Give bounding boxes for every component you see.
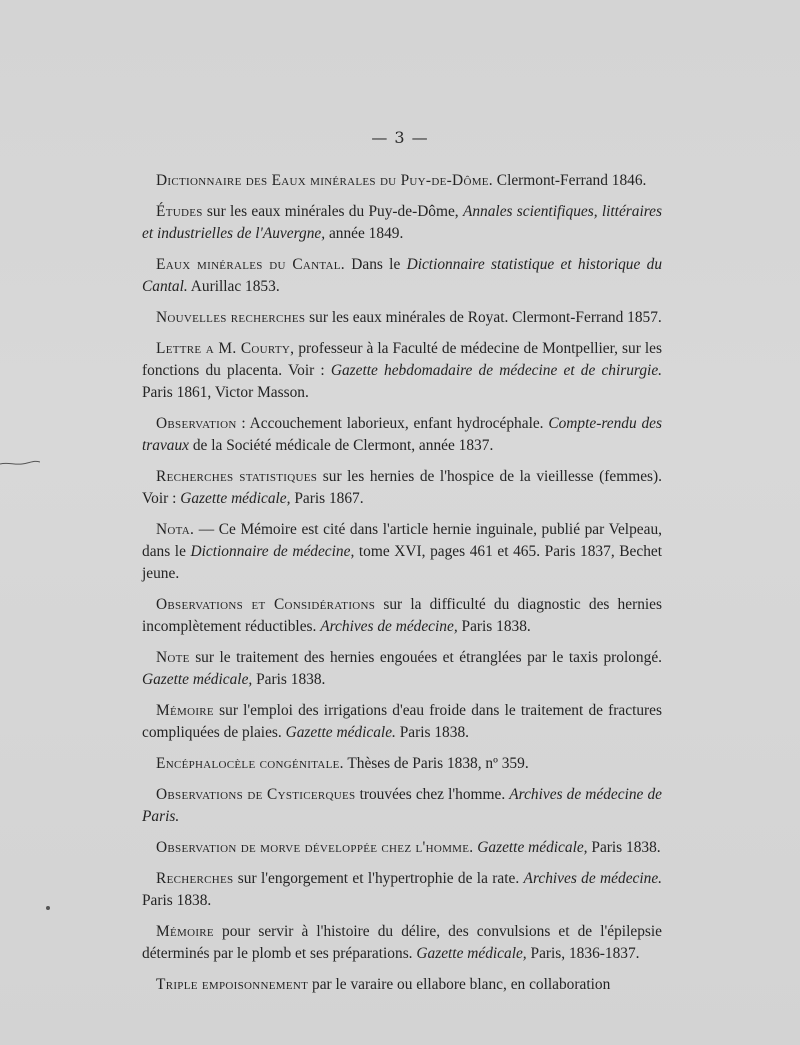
list-item [142,700,662,744]
entry-source: Archives de médecine, [320,618,458,635]
entry-source: Dictionnaire de médecine, [190,543,355,560]
entry-text: Paris 1861, Victor Masson. [142,384,309,401]
entry-title: Observations de Cysticerques [156,786,356,803]
entry-text: sur l'engorgement et l'hypertrophie de la rate. [233,870,524,887]
entry-text: Paris 1838. [252,671,326,688]
entry-text: professeur à la Faculté de médecine de Montpellier, sur les fonctions du placenta. Voir : [142,340,662,379]
entry-text: Dans le [344,256,407,273]
entry-source: Compte-rendu des travaux [142,415,663,454]
entry-source: Annales scientifiques, littéraires et industrielles de l'Auvergne, [142,203,662,242]
entry-text: sur les hernies de l'hospice de la vieillesse (femmes). Voir : [142,468,662,507]
entry-title: Recherches [156,870,234,887]
entry-source: Gazette médicale, [180,490,291,507]
entry-text: pour servir à l'histoire du délire, des convulsions et de l'épilepsie déterminés par le plomb et ses préparations. [142,923,662,962]
entry-title: Recherches statistiques [156,468,318,485]
entry-text: par le varaire ou ellabore blanc, en collaboration [308,976,611,993]
entry-source: Gazette médicale, [142,671,253,688]
entry-title: Mémoire [156,923,214,940]
entry-text: sur la difficulté du diagnostic des hernies incomplètement réductibles. [142,596,663,635]
entry-text: sur l'emploi des irrigations d'eau froide dans le traitement de fractures compliquées de plaies. [142,702,662,741]
entry-text: Aurillac 1853. [187,278,280,295]
list-item [142,466,662,510]
entry-source: Archives de médecine de Paris. [142,786,663,825]
bibliography-list [142,170,662,1005]
entry-source: Gazette médicale. [285,724,396,741]
entry-source: Dictionnaire statistique et historique du Cantal. [142,256,663,295]
entry-title: Eaux minérales du Cantal. [156,256,345,273]
list-item [142,784,662,828]
entry-title: Nota. [156,521,195,538]
entry-text: année 1849. [325,225,404,242]
entry-text: — Ce Mémoire est cité dans l'article hernie inguinale, publié par Velpeau, dans le [142,521,662,560]
entry-title: Triple empoisonnement [156,976,309,993]
entry-text: trouvées chez l'homme. [355,786,510,803]
entry-text: Thèses de Paris 1838, nº 359. [343,755,529,772]
list-item [142,413,662,457]
entry-text: sur les eaux minérales de Royat. Clermont-Ferrand 1857. [305,309,662,326]
entry-text: Paris 1838. [142,892,212,909]
entry-text: Paris 1838. [395,724,469,741]
entry-text: Paris, 1836-1837. [526,945,640,962]
entry-text: sur le traitement des hernies engouées et étranglées par le taxis prolongé. [189,649,662,666]
entry-title: Nouvelles recherches [156,309,306,326]
entry-title: Lettre a M. Courty, [156,340,295,357]
entry-text: Paris 1867. [290,490,364,507]
entry-text: tome XVI, pages 461 et 465. Paris 1837, Bechet jeune. [142,543,662,582]
entry-title: Dictionnaire des Eaux minérales du Puy-de-Dôme. [156,172,493,189]
list-item [142,254,662,298]
entry-text: de la Société médicale de Clermont, année 1837. [189,437,494,454]
entry-title: Note [156,649,190,666]
list-item [142,868,662,912]
entry-title: Observation de morve développée chez l'homme. [156,839,474,856]
list-item [142,974,662,996]
list-item [142,519,662,585]
entry-text: Paris 1838. [457,618,531,635]
list-item [142,170,662,192]
list-item [142,837,662,859]
entry-text: sur les eaux minérales du Puy-de-Dôme, [202,203,463,220]
list-item [142,921,662,965]
list-item [142,594,662,638]
entry-text: Paris 1838. [587,839,661,856]
entry-title: Observation [156,415,237,432]
list-item [142,201,662,245]
entry-title: Mémoire [156,702,214,719]
entry-title: Encéphalocèle congénitale. [156,755,344,772]
margin-pen-stroke [0,456,40,470]
list-item [142,753,662,775]
entry-source: Archives de médecine. [523,870,663,887]
entry-title: Observations et Considérations [156,596,376,613]
entry-source: Gazette médicale, [477,839,588,856]
list-item [142,338,662,404]
ink-speck [46,906,50,910]
entry-title: Études [156,203,203,220]
entry-text: Clermont-Ferrand 1846. [492,172,647,189]
page-number: — 3 — [371,128,429,147]
entry-source: Gazette hebdomadaire de médecine et de chirurgie. [330,362,663,379]
entry-source: Gazette médicale, [416,945,527,962]
list-item [142,647,662,691]
list-item [142,307,662,329]
entry-text: : Accouchement laborieux, enfant hydrocéphale. [236,415,549,432]
